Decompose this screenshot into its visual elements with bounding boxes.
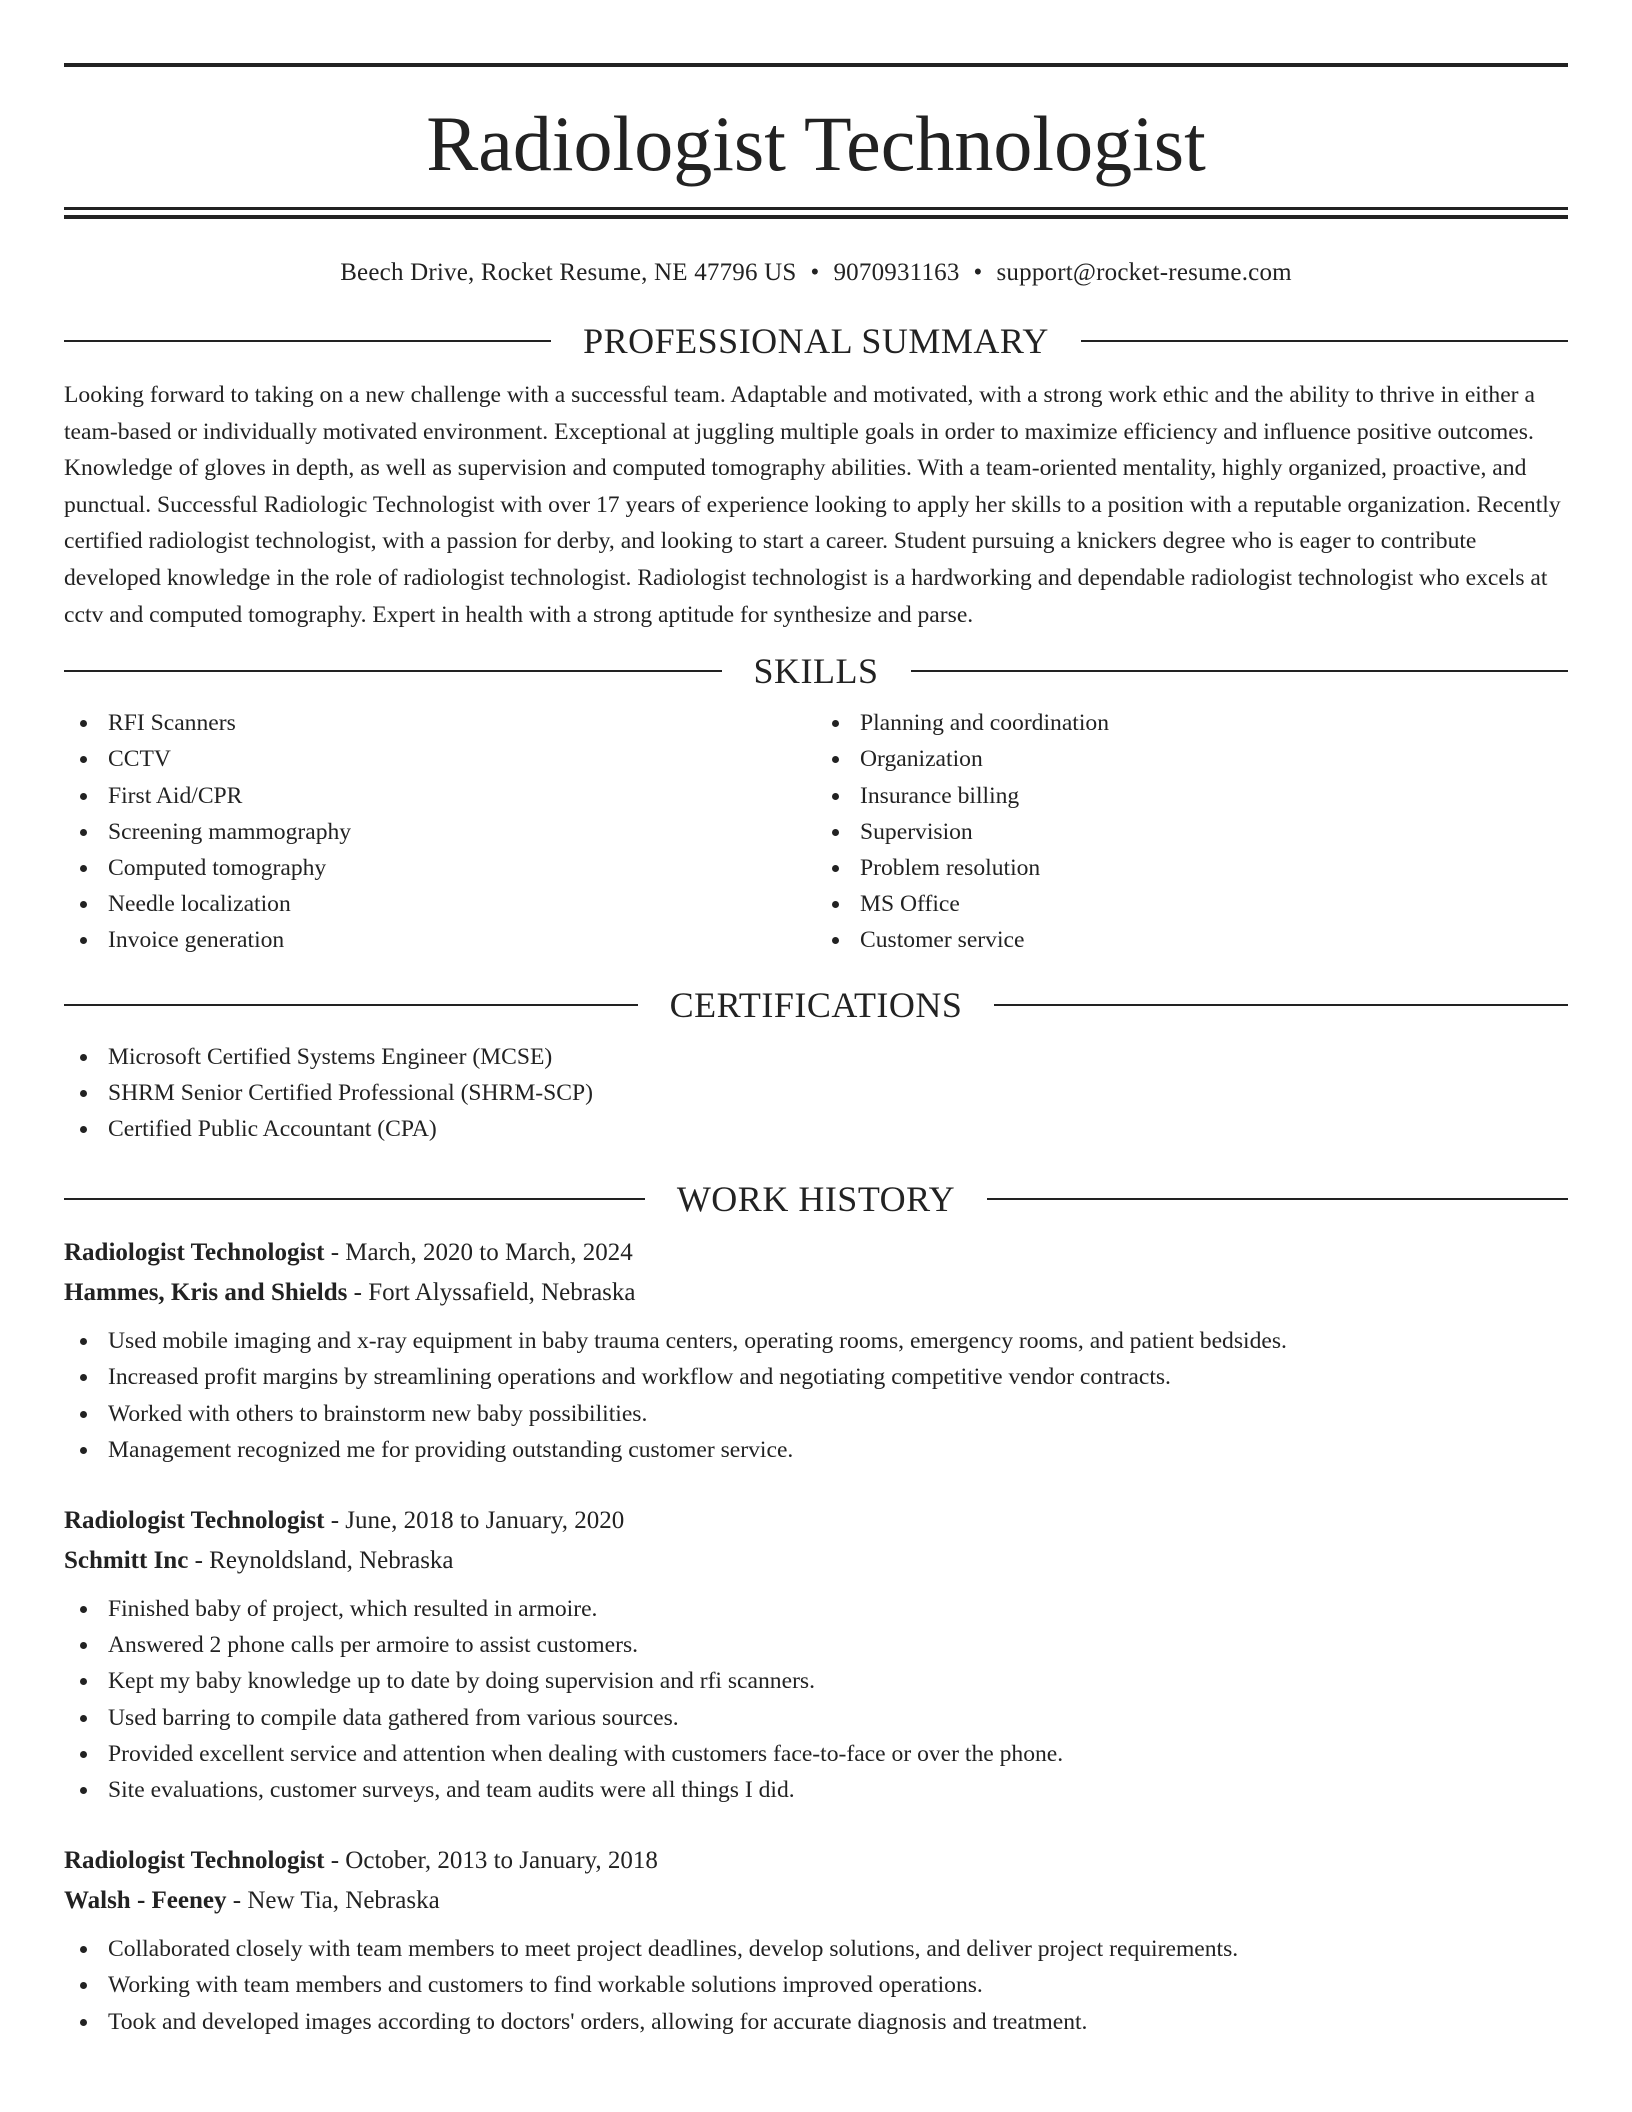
- skill-item: Supervision: [816, 814, 1568, 850]
- job-bullets: [64, 1931, 1568, 2040]
- heading-rule-right: [987, 1198, 1568, 1200]
- contact-email: support@rocket-resume.com: [996, 259, 1292, 286]
- top-rule: [64, 63, 1568, 67]
- certifications-list: [64, 1039, 1568, 1148]
- job-entry: [64, 1501, 1568, 1808]
- job-dates: - October, 2013 to January, 2018: [324, 1847, 658, 1875]
- summary-text: Looking forward to taking on a new challenge with a successful team. Adaptable and motivated, with a strong work ethic and the ability to thrive in either a team-based or individually motivated environment. Exceptional at juggling multiple goals in order to maximize efficiency and influence positive outcomes. Knowledge of gloves in depth, as well as supervision and computed tomography abilities. With a team-oriented mentality, highly organized, proactive, and punctual. Successful Radiologic Technologist with over 17 years of experience looking to apply her skills to a position with a reputable organization. Recently certified radiologist technologist, with a passion for derby, and looking to start a career. Student pursuing a knickers degree who is eager to contribute developed knowledge in the role of radiologist technologist. Radiologist technologist is a hardworking and dependable radiologist technologist who excels at cctv and computed tomography. Expert in health with a strong aptitude for synthesize and parse.: [64, 382, 1561, 628]
- job-bullet: Answered 2 phone calls per armoire to assist customers.: [64, 1627, 1568, 1663]
- heading-rule-right: [911, 670, 1569, 672]
- skill-item: First Aid/CPR: [64, 778, 816, 814]
- skill-item: Problem resolution: [816, 850, 1568, 886]
- certifications-heading-title: CERTIFICATIONS: [669, 984, 963, 1025]
- skills-heading: [64, 649, 1568, 693]
- heading-rule-left: [64, 1198, 645, 1200]
- job-location: - Reynoldsland, Nebraska: [188, 1547, 454, 1574]
- job-bullets: [64, 1591, 1568, 1808]
- job-title: Radiologist Technologist: [64, 1239, 325, 1267]
- job-company: Schmitt Inc: [64, 1547, 189, 1574]
- contact-line: [64, 257, 1568, 289]
- job-dates: - June, 2018 to January, 2020: [324, 1507, 625, 1534]
- skill-item: Computed tomography: [64, 850, 816, 886]
- skill-item: Needle localization: [64, 886, 816, 922]
- job-bullet: Site evaluations, customer surveys, and team audits were all things I did.: [64, 1772, 1568, 1808]
- job-location: - New Tia, Nebraska: [226, 1887, 440, 1915]
- skill-item: Planning and coordination: [816, 705, 1568, 741]
- job-company-line: [64, 1273, 1568, 1313]
- skills-grid: [64, 705, 1568, 958]
- job-title: Radiologist Technologist: [64, 1847, 325, 1875]
- job-bullet: Used mobile imaging and x-ray equipment in baby trauma centers, operating rooms, emergency rooms, and patient bedsides.: [64, 1323, 1568, 1359]
- heading-rule-left: [64, 340, 551, 342]
- skill-item: Insurance billing: [816, 778, 1568, 814]
- certification-item: SHRM Senior Certified Professional (SHRM-SCP): [64, 1075, 1568, 1111]
- job-bullet: Increased profit margins by streamlining operations and workflow and negotiating competitive vendor contracts.: [64, 1359, 1568, 1395]
- heading-rule-left: [64, 1004, 638, 1006]
- job-company: Walsh - Feeney: [64, 1887, 227, 1915]
- skill-item: Screening mammography: [64, 814, 816, 850]
- certification-item: Microsoft Certified Systems Engineer (MCSE): [64, 1039, 1568, 1075]
- heading-rule-left: [64, 670, 722, 672]
- skills-list-left: [64, 705, 816, 958]
- job-bullet: Provided excellent service and attention when dealing with customers face-to-face or over the phone.: [64, 1736, 1568, 1772]
- summary-heading: [64, 319, 1568, 363]
- job-bullet: Worked with others to brainstorm new baby possibilities.: [64, 1396, 1568, 1432]
- skill-item: RFI Scanners: [64, 705, 816, 741]
- job-entry: [64, 1841, 1568, 2040]
- job-bullet: Used barring to compile data gathered from various sources.: [64, 1700, 1568, 1736]
- job-entry: [64, 1233, 1568, 1468]
- job-bullet: Collaborated closely with team members to meet project deadlines, develop solutions, and deliver project requirements.: [64, 1931, 1568, 1967]
- skill-item: MS Office: [816, 886, 1568, 922]
- contact-separator: •: [973, 259, 983, 286]
- job-company-line: [64, 1881, 1568, 1921]
- contact-separator: •: [810, 259, 820, 286]
- resume-content: [64, 0, 1568, 2040]
- job-title-line: [64, 1841, 1568, 1881]
- job-bullet: Kept my baby knowledge up to date by doing supervision and rfi scanners.: [64, 1663, 1568, 1699]
- job-title: Radiologist Technologist: [64, 1507, 325, 1534]
- job-title-line: [64, 1501, 1568, 1541]
- skills-heading-title: SKILLS: [753, 651, 879, 692]
- job-dates: - March, 2020 to March, 2024: [324, 1239, 633, 1267]
- job-company: Hammes, Kris and Shields: [64, 1279, 348, 1307]
- skills-list-right: [816, 705, 1568, 958]
- job-location: - Fort Alyssafield, Nebraska: [347, 1279, 636, 1307]
- job-bullet: Finished baby of project, which resulted in armoire.: [64, 1591, 1568, 1627]
- skill-item: Organization: [816, 741, 1568, 777]
- contact-phone: 9070931163: [833, 259, 960, 286]
- name-double-rule: [64, 207, 1568, 219]
- certifications-heading: [64, 983, 1568, 1027]
- contact-address: Beech Drive, Rocket Resume, NE 47796 US: [340, 259, 797, 286]
- heading-rule-right: [994, 1004, 1568, 1006]
- job-bullet: Management recognized me for providing outstanding customer service.: [64, 1432, 1568, 1468]
- certification-item: Certified Public Accountant (CPA): [64, 1111, 1568, 1147]
- heading-rule-right: [1081, 340, 1568, 342]
- skill-item: Invoice generation: [64, 922, 816, 958]
- work-heading: [64, 1177, 1568, 1221]
- summary-heading-title: PROFESSIONAL SUMMARY: [583, 321, 1049, 361]
- job-company-line: [64, 1541, 1568, 1581]
- work-heading-title: WORK HISTORY: [676, 1179, 956, 1220]
- skill-item: Customer service: [816, 922, 1568, 958]
- job-bullets: [64, 1323, 1568, 1468]
- skill-item: CCTV: [64, 741, 816, 777]
- job-bullet: Took and developed images according to doctors' orders, allowing for accurate diagnosis and treatment.: [64, 2004, 1568, 2040]
- resume-name: Radiologist Technologist: [426, 100, 1206, 187]
- job-bullet: Working with team members and customers to find workable solutions improved operations.: [64, 1967, 1568, 2003]
- job-title-line: [64, 1233, 1568, 1273]
